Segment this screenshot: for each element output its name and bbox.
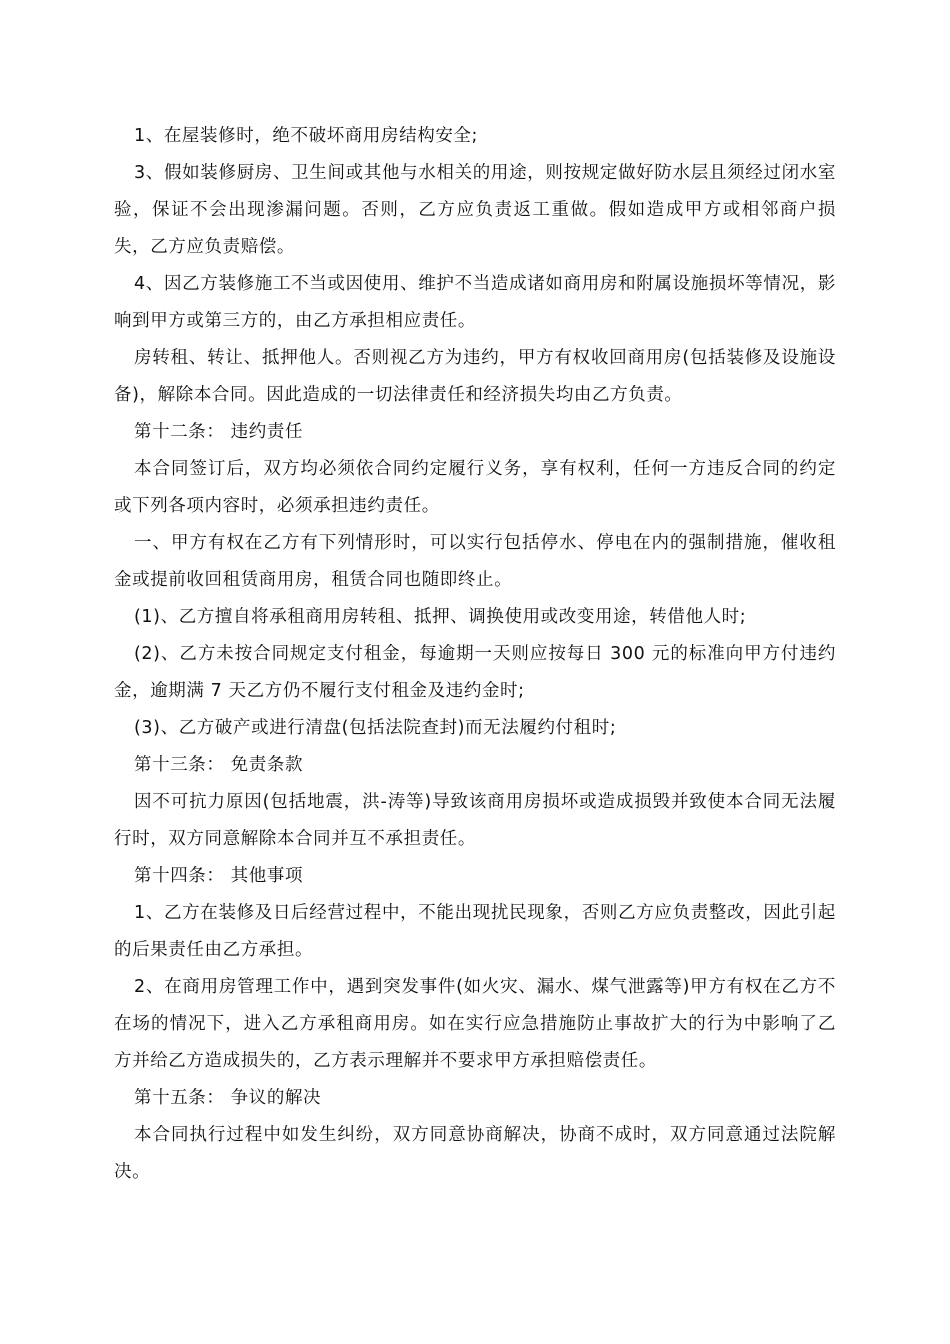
paragraph-enforcement-measures: 一、甲方有权在乙方有下列情形时，可以实行包括停水、停电在内的强制措施，催收租金或提前收回租赁商用房，租赁合同也随即终止。 <box>114 533 836 590</box>
list-item-breach-1: (1)、乙方擅自将承租商用房转租、抵押、调换使用或改变用途，转借他人时; <box>134 607 747 627</box>
paragraph-sublease-prohibition: 房转租、转让、抵押他人。否则视乙方为违约，甲方有权收回商用房(包括装修及设施设备)，解除本合同。因此造成的一切法律责任和经济损失均由乙方负责。 <box>114 348 836 405</box>
section-heading-article-14: 第十四条： 其他事项 <box>134 866 304 886</box>
paragraph-decoration-safety: 1、在屋装修时，绝不破坏商用房结构安全; <box>134 126 479 146</box>
paragraph-force-majeure: 因不可抗力原因(包括地震，洪-涛等)导致该商用房损坏或造成损毁并致使本合同无法履行时，双方同意解除本合同并互不承担责任。 <box>114 792 836 849</box>
list-item-breach-3: (3)、乙方破产或进行清盘(包括法院查封)而无法履约付租时; <box>134 718 617 738</box>
paragraph-dispute-resolution: 本合同执行过程中如发生纠纷，双方同意协商解决，协商不成时，双方同意通过法院解决。 <box>114 1125 836 1182</box>
paragraph-nuisance: 1、乙方在装修及日后经营过程中，不能出现扰民现象，否则乙方应负责整改，因此引起的后果责任由乙方承担。 <box>114 903 836 960</box>
section-heading-article-12: 第十二条： 违约责任 <box>134 422 304 442</box>
document-body <box>114 118 836 1191</box>
paragraph-breach-general: 本合同签订后，双方均必须依合同约定履行义务，享有权利，任何一方违反合同的约定或下列各项内容时，必须承担违约责任。 <box>114 459 836 516</box>
paragraph-waterproofing: 3、假如装修厨房、卫生间或其他与水相关的用途，则按规定做好防水层且须经过闭水室验，保证不会出现渗漏问题。否则，乙方应负责返工重做。假如造成甲方或相邻商户损失，乙方应负责赔偿。 <box>114 163 836 257</box>
paragraph-emergency-entry: 2、在商用房管理工作中，遇到突发事件(如火灾、漏水、煤气泄露等)甲方有权在乙方不在场的情况下，进入乙方承租商用房。如在实行应急措施防止事故扩大的行为中影响了乙方并给乙方造成损失的，乙方表示理解并不要求甲方承担赔偿责任。 <box>114 977 836 1071</box>
section-heading-article-15: 第十五条： 争议的解决 <box>134 1088 322 1108</box>
paragraph-damage-liability: 4、因乙方装修施工不当或因使用、维护不当造成诸如商用房和附属设施损坏等情况，影响到甲方或第三方的，由乙方承担相应责任。 <box>114 274 836 331</box>
list-item-breach-2: (2)、乙方未按合同规定支付租金，每逾期一天则应按每日 300 元的标准向甲方付违约金，逾期满 7 天乙方仍不履行支付租金及违约金时; <box>114 644 836 701</box>
section-heading-article-13: 第十三条： 免责条款 <box>134 755 304 775</box>
